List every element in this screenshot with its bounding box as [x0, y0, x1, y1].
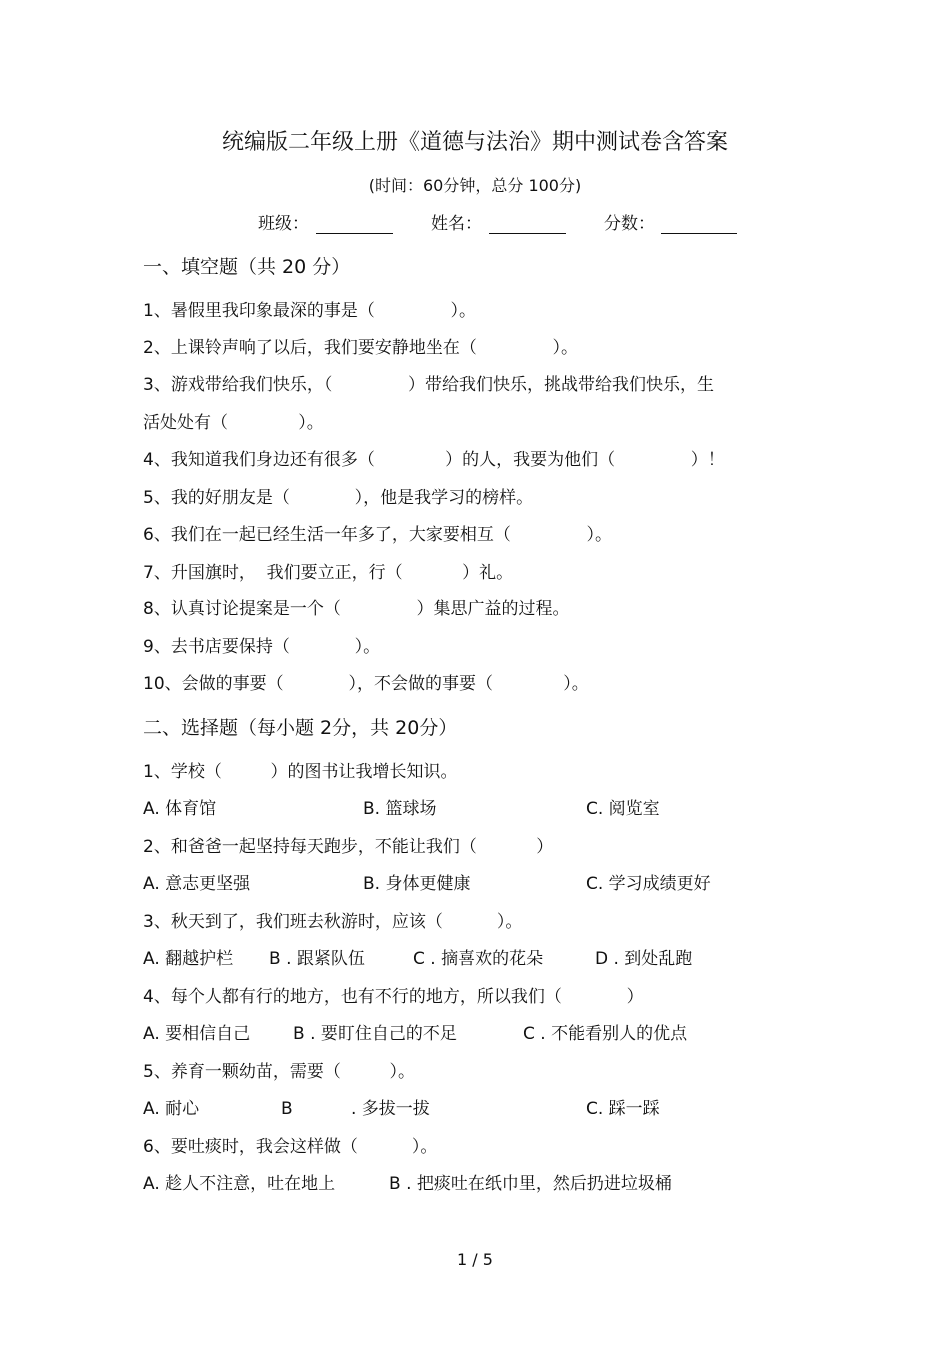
class-blank[interactable] [316, 233, 393, 234]
fill-question-4: 4、我知道我们身边还有很多（ ）的人，我要为他们（ ）！ [143, 450, 725, 470]
fill-question-1: 1、暑假里我印象最深的事是（ ）。 [143, 301, 476, 321]
choice-2-option-c[interactable]: C. 学习成绩更好 [586, 874, 711, 894]
choice-4-option-b[interactable]: B . 要盯住自己的不足 [293, 1024, 457, 1044]
fill-question-5: 5、我的好朋友是（ ），他是我学习的榜样。 [143, 488, 534, 508]
choice-1-option-c[interactable]: C. 阅览室 [586, 799, 660, 819]
choice-4-option-a[interactable]: A. 要相信自己 [143, 1024, 251, 1044]
name-label: 姓名： [431, 214, 482, 234]
fill-question-3: 3、游戏带给我们快乐，（ ）带给我们快乐，挑战带给我们快乐，生 [143, 375, 714, 395]
choice-5-option-b-text[interactable]: . 多拔一拔 [351, 1099, 430, 1119]
choice-question-1: 1、学校（ ）的图书让我增长知识。 [143, 762, 458, 782]
section-heading-fill-in: 一、填空题（共 20 分） [143, 256, 351, 278]
choice-4-option-c[interactable]: C . 不能看别人的优点 [523, 1024, 688, 1044]
name-blank[interactable] [489, 233, 566, 234]
choice-6-option-b[interactable]: B . 把痰吐在纸巾里，然后扔进垃圾桶 [389, 1174, 672, 1194]
choice-question-6: 6、要吐痰时，我会这样做（ ）。 [143, 1137, 438, 1157]
choice-1-option-b[interactable]: B. 篮球场 [363, 799, 437, 819]
fill-question-9: 9、去书店要保持（ ）。 [143, 637, 381, 657]
fill-question-10: 10、会做的事要（ ），不会做的事要（ ）。 [143, 674, 589, 694]
choice-question-3: 3、秋天到了，我们班去秋游时，应该（ ）。 [143, 912, 523, 932]
fill-question-7: 7、升国旗时， 我们要立正，行（ ）礼。 [143, 563, 514, 583]
score-label: 分数： [604, 214, 655, 234]
choice-question-4: 4、每个人都有行的地方，也有不行的地方，所以我们（ ） [143, 987, 644, 1007]
choice-5-option-c[interactable]: C. 踩一踩 [586, 1099, 660, 1119]
choice-3-option-d[interactable]: D . 到处乱跑 [595, 949, 693, 969]
choice-question-5: 5、养育一颗幼苗，需要（ ）。 [143, 1062, 415, 1082]
choice-3-option-a[interactable]: A. 翻越护栏 [143, 949, 234, 969]
section-heading-choice: 二、选择题（每小题 2分，共 20分） [143, 717, 458, 739]
choice-5-option-b-letter[interactable]: B [281, 1099, 293, 1119]
fill-question-8: 8、认真讨论提案是一个（ ）集思广益的过程。 [143, 599, 570, 619]
fill-question-3-cont: 活处处有（ ）。 [143, 413, 324, 433]
choice-2-option-b[interactable]: B. 身体更健康 [363, 874, 471, 894]
page-number: 1 / 5 [457, 1250, 493, 1269]
choice-3-option-b[interactable]: B . 跟紧队伍 [269, 949, 365, 969]
class-label: 班级： [258, 214, 309, 234]
fill-question-2: 2、上课铃声响了以后，我们要安静地坐在（ ）。 [143, 338, 578, 358]
choice-question-2: 2、和爸爸一起坚持每天跑步，不能让我们（ ） [143, 837, 554, 857]
fill-question-6: 6、我们在一起已经生活一年多了，大家要相互（ ）。 [143, 525, 612, 545]
choice-6-option-a[interactable]: A. 趁人不注意，吐在地上 [143, 1174, 336, 1194]
score-blank[interactable] [661, 233, 737, 234]
page-title: 统编版二年级上册《道德与法治》期中测试卷含答案 [221, 130, 728, 155]
choice-1-option-a[interactable]: A. 体育馆 [143, 799, 217, 819]
exam-subtitle: (时间：60分钟，总分 100分) [368, 176, 582, 195]
choice-5-option-a[interactable]: A. 耐心 [143, 1099, 200, 1119]
choice-3-option-c[interactable]: C . 摘喜欢的花朵 [413, 949, 544, 969]
choice-2-option-a[interactable]: A. 意志更坚强 [143, 874, 251, 894]
